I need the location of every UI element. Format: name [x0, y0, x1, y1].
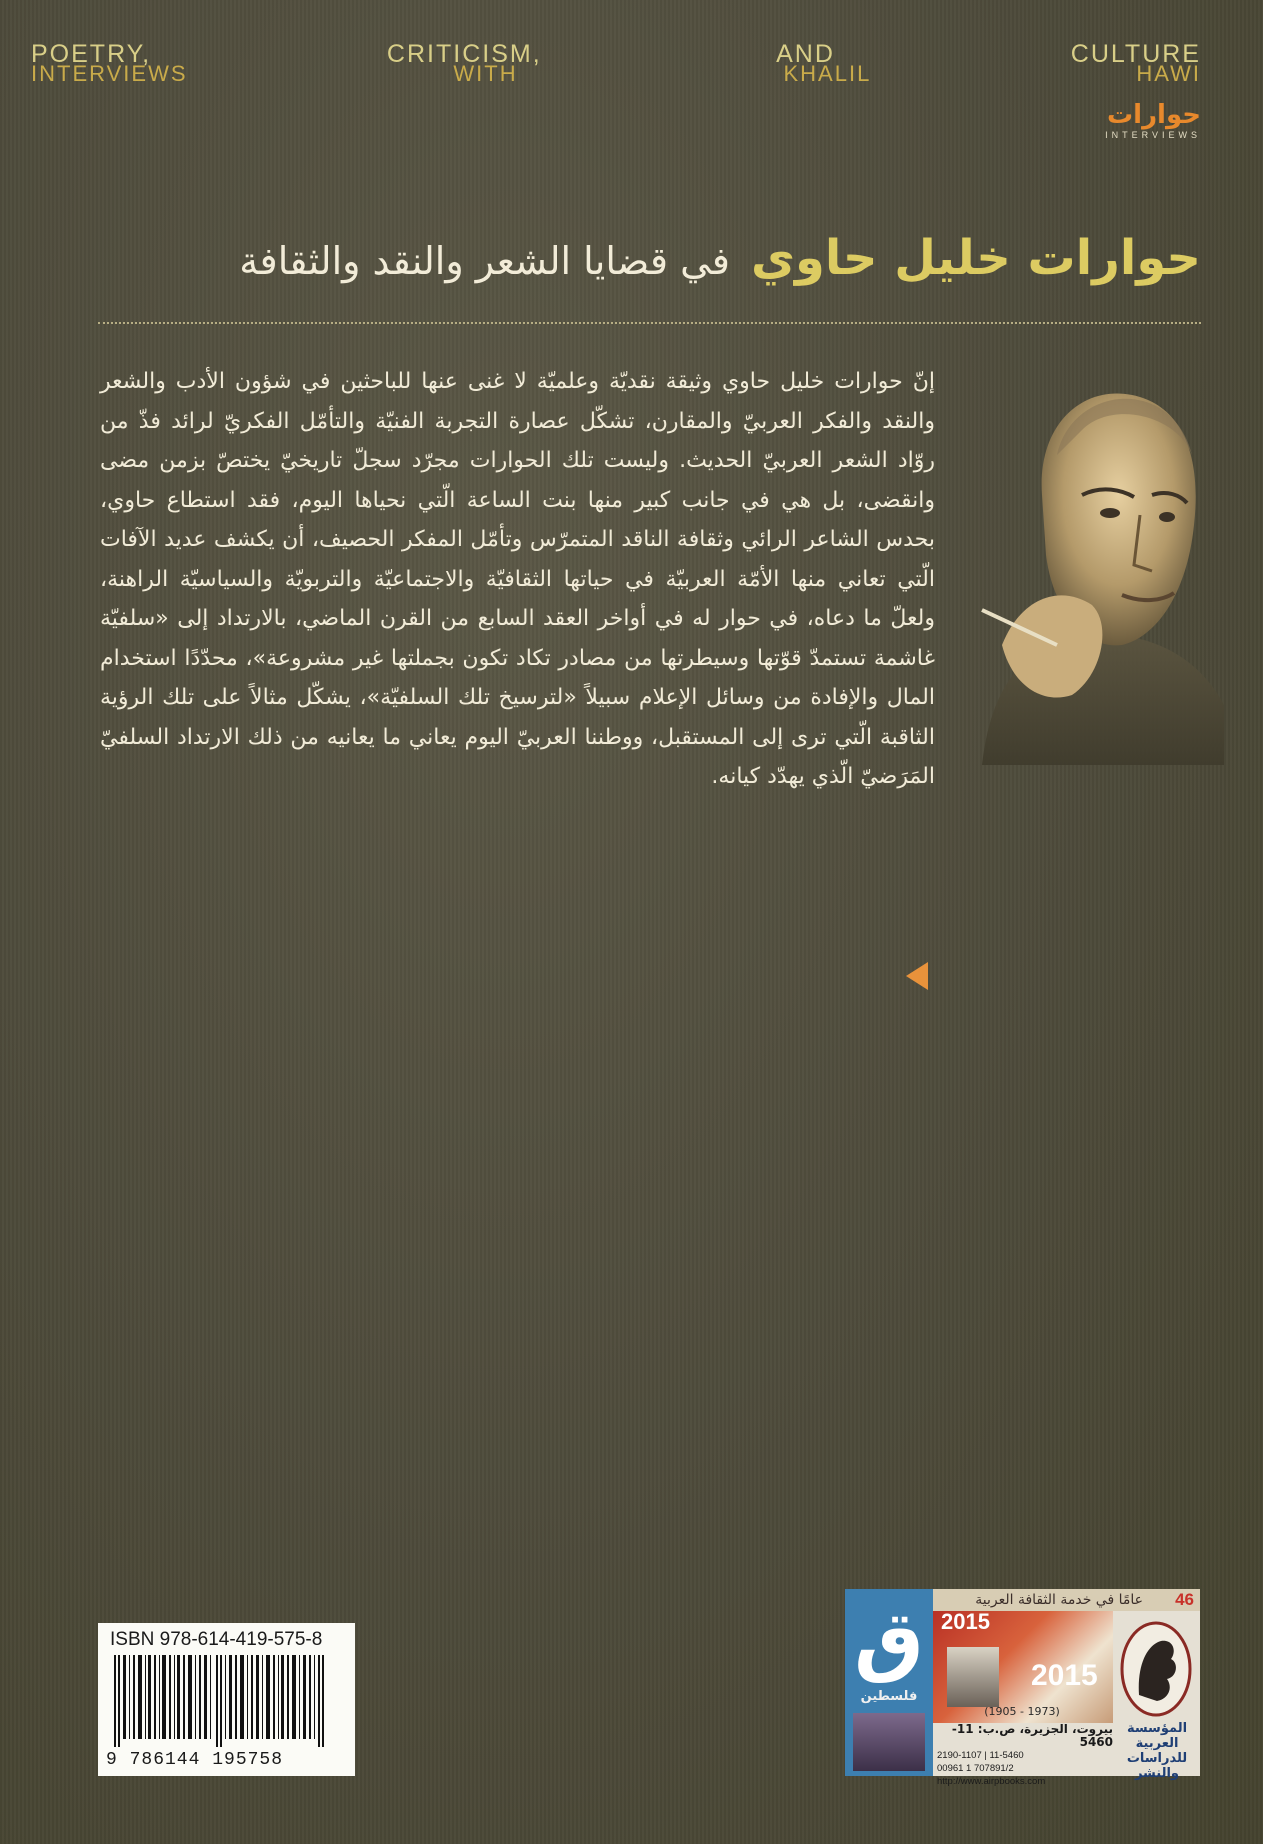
- magazine-panel: [845, 1589, 933, 1776]
- publisher-website[interactable]: http://www.airpbooks.com: [937, 1776, 1046, 1787]
- poster-image: [933, 1611, 1113, 1723]
- magazine-mark: ق: [854, 1595, 924, 1685]
- poster-year-large: 2015: [1031, 1659, 1098, 1692]
- barcode-bars: [106, 1655, 347, 1747]
- english-title: POETRY, CRITICISM, AND CULTURE: [31, 40, 1201, 68]
- publisher-emblem-icon: [1117, 1615, 1195, 1723]
- poster-photo: [947, 1647, 999, 1707]
- publisher-fax: 00961 1 707891/2: [937, 1763, 1014, 1774]
- series-logo: [1071, 100, 1201, 140]
- blurb-text: إنّ حوارات خليل حاوي وثيقة نقديّة وعلميّة لا غنى عنها للباحثين في شؤون الأدب والشعر والنقد والفكر العربيّ والمقارن، تشكّل عصارة التجربة الفنيّة والتأمّل الفكريّ لرائد فذّ من روّاد الشعر العربيّ الحديث. وليست تلك الحوارات مجرّد سجلّ تاريخيّ يختصّ بزمن مضى وانقضى، بل هي في جانب كبير منها بنت الساعة الّتي نحياها اليوم، فقد استطاع حاوي، بحدس الشاعر الرائي وثقافة الناقد المتمرّس وتأمّل المفكر الحصيف، أن يكشف عديد الآفات الّتي تعاني منها الأمّة العربيّة في حياتها الثقافيّة والاجتماعيّة والتربويّة والسياسيّة الراهنة، ولعلّ ما دعاه، في حوار له في أواخر العقد السابع من القرن الماضي، بالارتداد إلى «سلفيّة غاشمة تستمدّ قوّتها وسيطرتها من مصادر تكاد تكون بجملتها غير مشروعة»، محدّدًا استخدام المال والإفادة من وسائل الإعلام سبيلاً «لترسيخ تلك السلفيّة»، يشكّل مثالاً على تلك الرؤية الثاقبة الّتي ترى إلى المستقبل، ووطننا العربيّ اليوم يعاني ما يعانيه من ذلك الارتداد السلفيّ المَرَضيّ الّذي يهدّد كيانه.: [100, 369, 935, 789]
- poster-dates: (1905 - 1973): [984, 1705, 1060, 1718]
- arabic-subtitle: في قضايا الشعر والنقد والثقافة: [239, 239, 730, 283]
- anniversary-number: 46: [1175, 1590, 1194, 1609]
- publisher-name: المؤسسة العربية للدراسات والنشر: [1126, 1721, 1188, 1781]
- publisher-address: بيروت، الجزيرة، ص.ب: 11-5460: [951, 1722, 1113, 1749]
- series-logo-arabic: حوارات: [1107, 100, 1201, 130]
- isbn-barcode: [98, 1623, 355, 1776]
- magazine-image: [853, 1713, 925, 1771]
- poster-year: 2015: [941, 1609, 990, 1634]
- left-arrow-icon: [906, 962, 928, 990]
- publisher-block: [845, 1589, 1200, 1787]
- series-logo-english: INTERVIEWS: [1105, 130, 1201, 140]
- isbn-digits: 9 786144 195758: [106, 1750, 284, 1770]
- magazine-name: فلسطين: [860, 1689, 918, 1704]
- arabic-title: حوارات خليل حاوي: [751, 230, 1201, 286]
- publisher-contact: [937, 1723, 1113, 1788]
- anniversary-text: عامًا في خدمة الثقافة العربية: [975, 1592, 1143, 1608]
- author-portrait: [962, 345, 1227, 765]
- english-subtitle: INTERVIEWS WITH KHALIL HAWI: [31, 61, 1201, 86]
- dotted-divider: [98, 322, 1201, 324]
- isbn-label: ISBN 978-614-419-575-8: [110, 1629, 323, 1650]
- arabic-heading: [71, 228, 1201, 299]
- publisher-phone: 2190-1107 | 11-5460: [937, 1750, 1024, 1761]
